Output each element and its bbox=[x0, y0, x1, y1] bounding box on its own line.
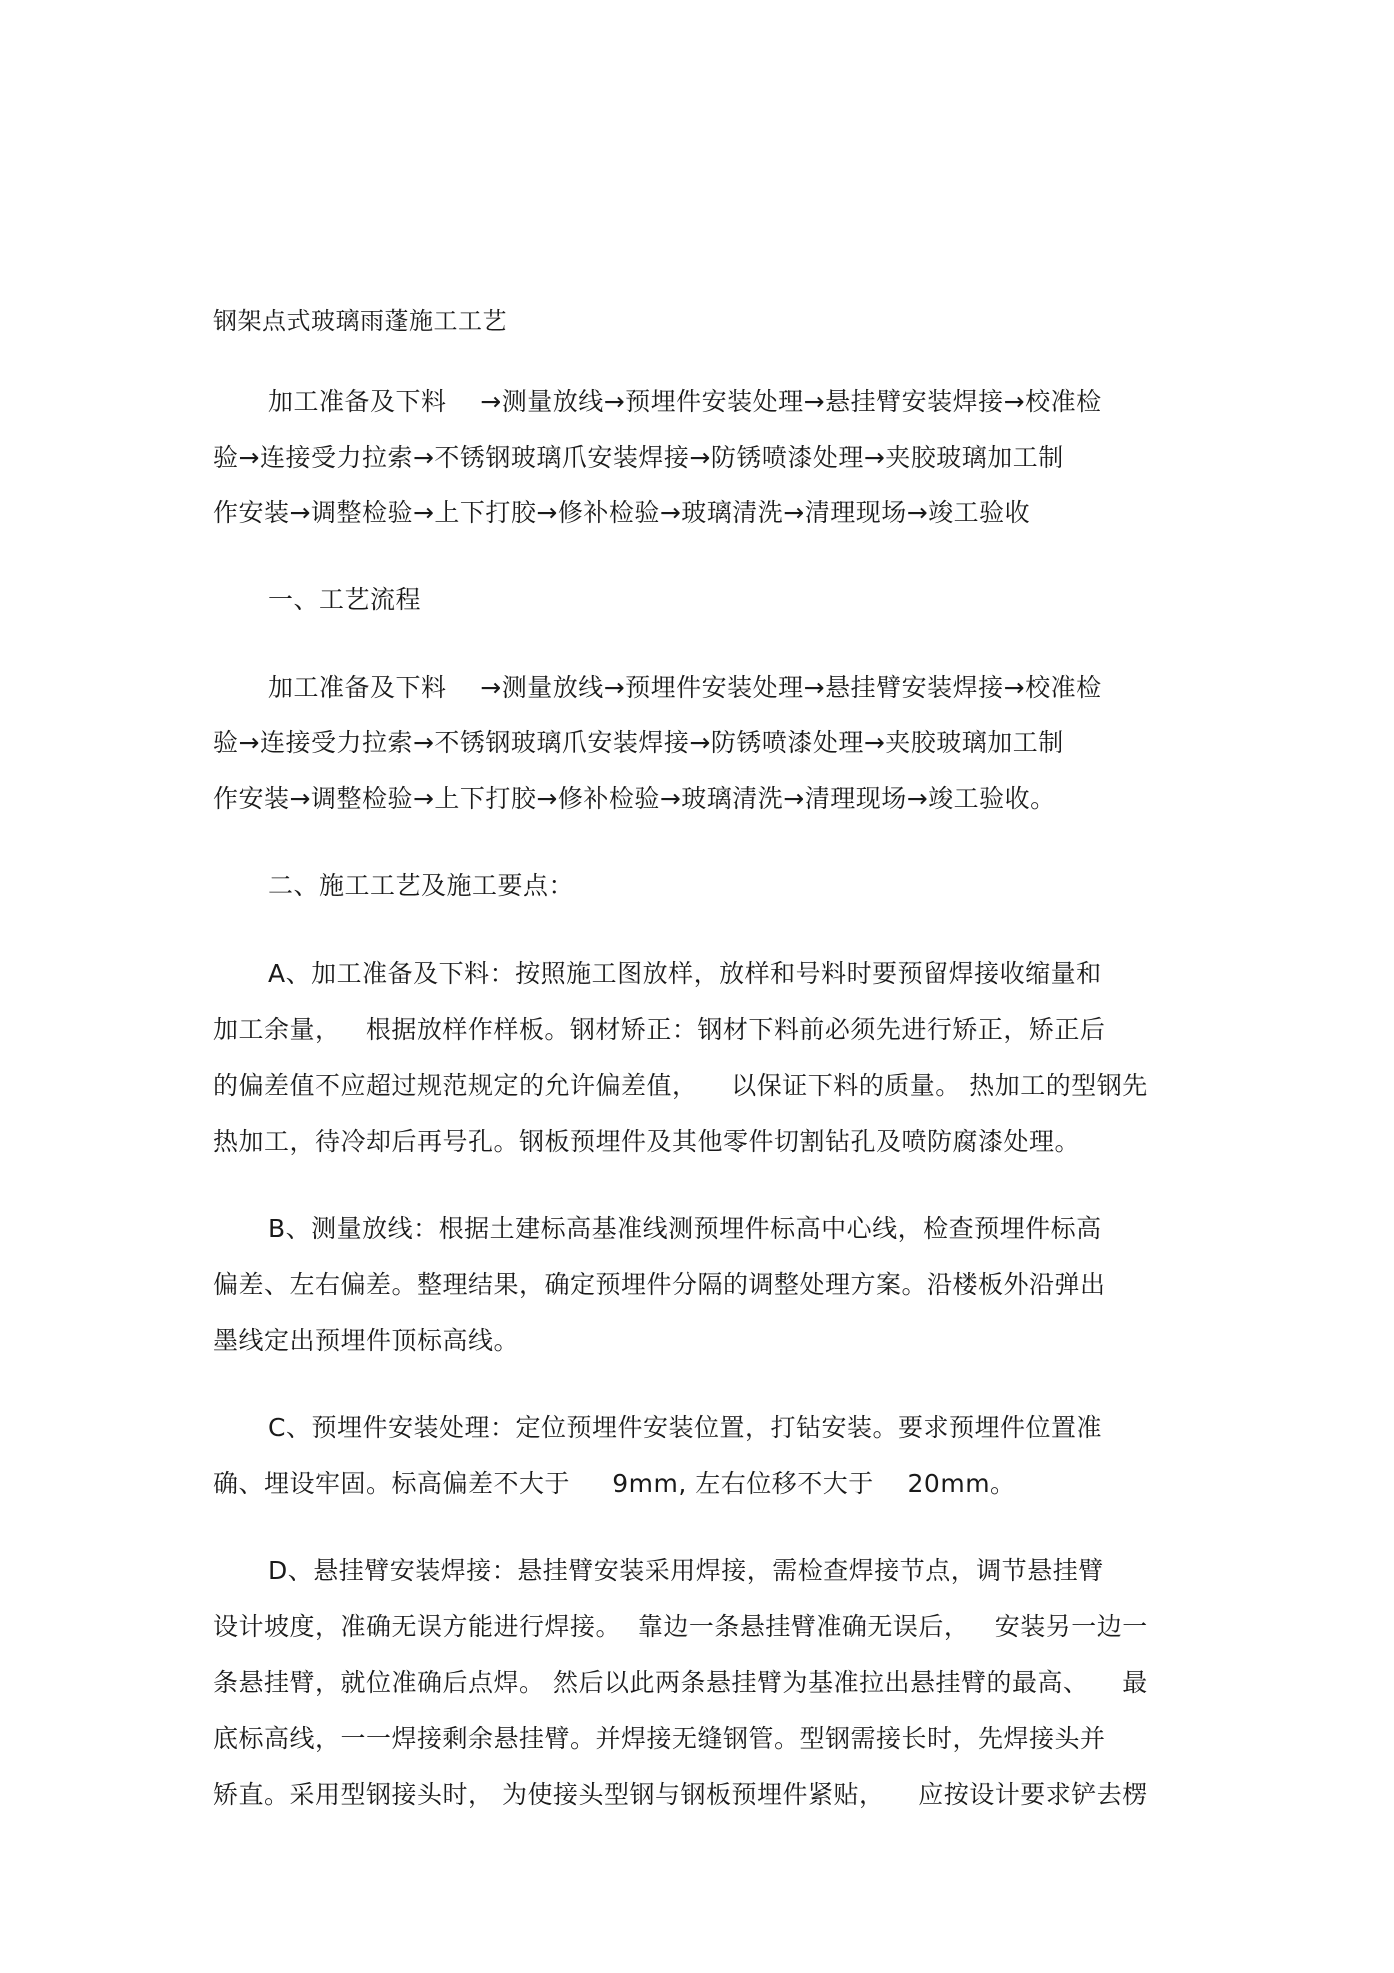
item-b-line-1: B、测量放线：根据土建标高基准线测预埋件标高中心线，检查预埋件标高 bbox=[268, 1214, 1102, 1243]
section-1-line-3: 作安装→调整检验→上下打胶→修补检验→玻璃清洗→清理现场→竣工验收。 bbox=[213, 784, 1056, 813]
item-d-line-2: 设计坡度，准确无误方能进行焊接。 靠边一条悬挂臂准确无误后， 安装另一边一 bbox=[213, 1612, 1148, 1641]
section-1-line-1: 加工准备及下料 →测量放线→预埋件安装处理→悬挂臂安装焊接→校准检 bbox=[268, 673, 1102, 702]
item-a-line-3: 的偏差值不应超过规范规定的允许偏差值， 以保证下料的质量。 热加工的型钢先 bbox=[213, 1071, 1148, 1100]
document-title: 钢架点式玻璃雨蓬施工工艺 bbox=[213, 307, 507, 335]
item-b-line-2: 偏差、左右偏差。整理结果，确定预埋件分隔的调整处理方案。沿楼板外沿弹出 bbox=[213, 1270, 1106, 1299]
item-d-line-4: 底标高线，一一焊接剩余悬挂臂。并焊接无缝钢管。型钢需接长时，先焊接头并 bbox=[213, 1724, 1106, 1753]
item-a-line-2: 加工余量， 根据放样作样板。钢材矫正：钢材下料前必须先进行矫正，矫正后 bbox=[213, 1015, 1106, 1044]
item-d-line-3: 条悬挂臂，就位准确后点焊。 然后以此两条悬挂臂为基准拉出悬挂臂的最高、 最 bbox=[213, 1668, 1148, 1697]
intro-line-2: 验→连接受力拉索→不锈钢玻璃爪安装焊接→防锈喷漆处理→夹胶玻璃加工制 bbox=[213, 443, 1064, 472]
item-b-line-3: 墨线定出预埋件顶标高线。 bbox=[213, 1326, 520, 1355]
item-c-line-1: C、预埋件安装处理：定位预埋件安装位置，打钻安装。要求预埋件位置准 bbox=[268, 1413, 1102, 1442]
intro-line-1: 加工准备及下料 →测量放线→预埋件安装处理→悬挂臂安装焊接→校准检 bbox=[268, 387, 1102, 416]
item-c-line-2: 确、埋设牢固。标高偏差不大于 9mm, 左右位移不大于 20mm。 bbox=[213, 1469, 1016, 1498]
section-2-heading: 二、施工工艺及施工要点： bbox=[268, 871, 575, 900]
item-a-line-1: A、加工准备及下料：按照施工图放样，放样和号料时要预留焊接收缩量和 bbox=[268, 959, 1102, 988]
section-1-heading: 一、工艺流程 bbox=[268, 585, 422, 614]
section-1-line-2: 验→连接受力拉索→不锈钢玻璃爪安装焊接→防锈喷漆处理→夹胶玻璃加工制 bbox=[213, 728, 1064, 757]
intro-line-3: 作安装→调整检验→上下打胶→修补检验→玻璃清洗→清理现场→竣工验收 bbox=[213, 498, 1031, 527]
item-d-line-5: 矫直。采用型钢接头时， 为使接头型钢与钢板预埋件紧贴， 应按设计要求铲去楞 bbox=[213, 1780, 1148, 1809]
item-d-line-1: D、悬挂臂安装焊接：悬挂臂安装采用焊接，需检查焊接节点，调节悬挂臂 bbox=[268, 1556, 1104, 1585]
item-a-line-4: 热加工，待冷却后再号孔。钢板预埋件及其他零件切割钻孔及喷防腐漆处理。 bbox=[213, 1127, 1081, 1156]
